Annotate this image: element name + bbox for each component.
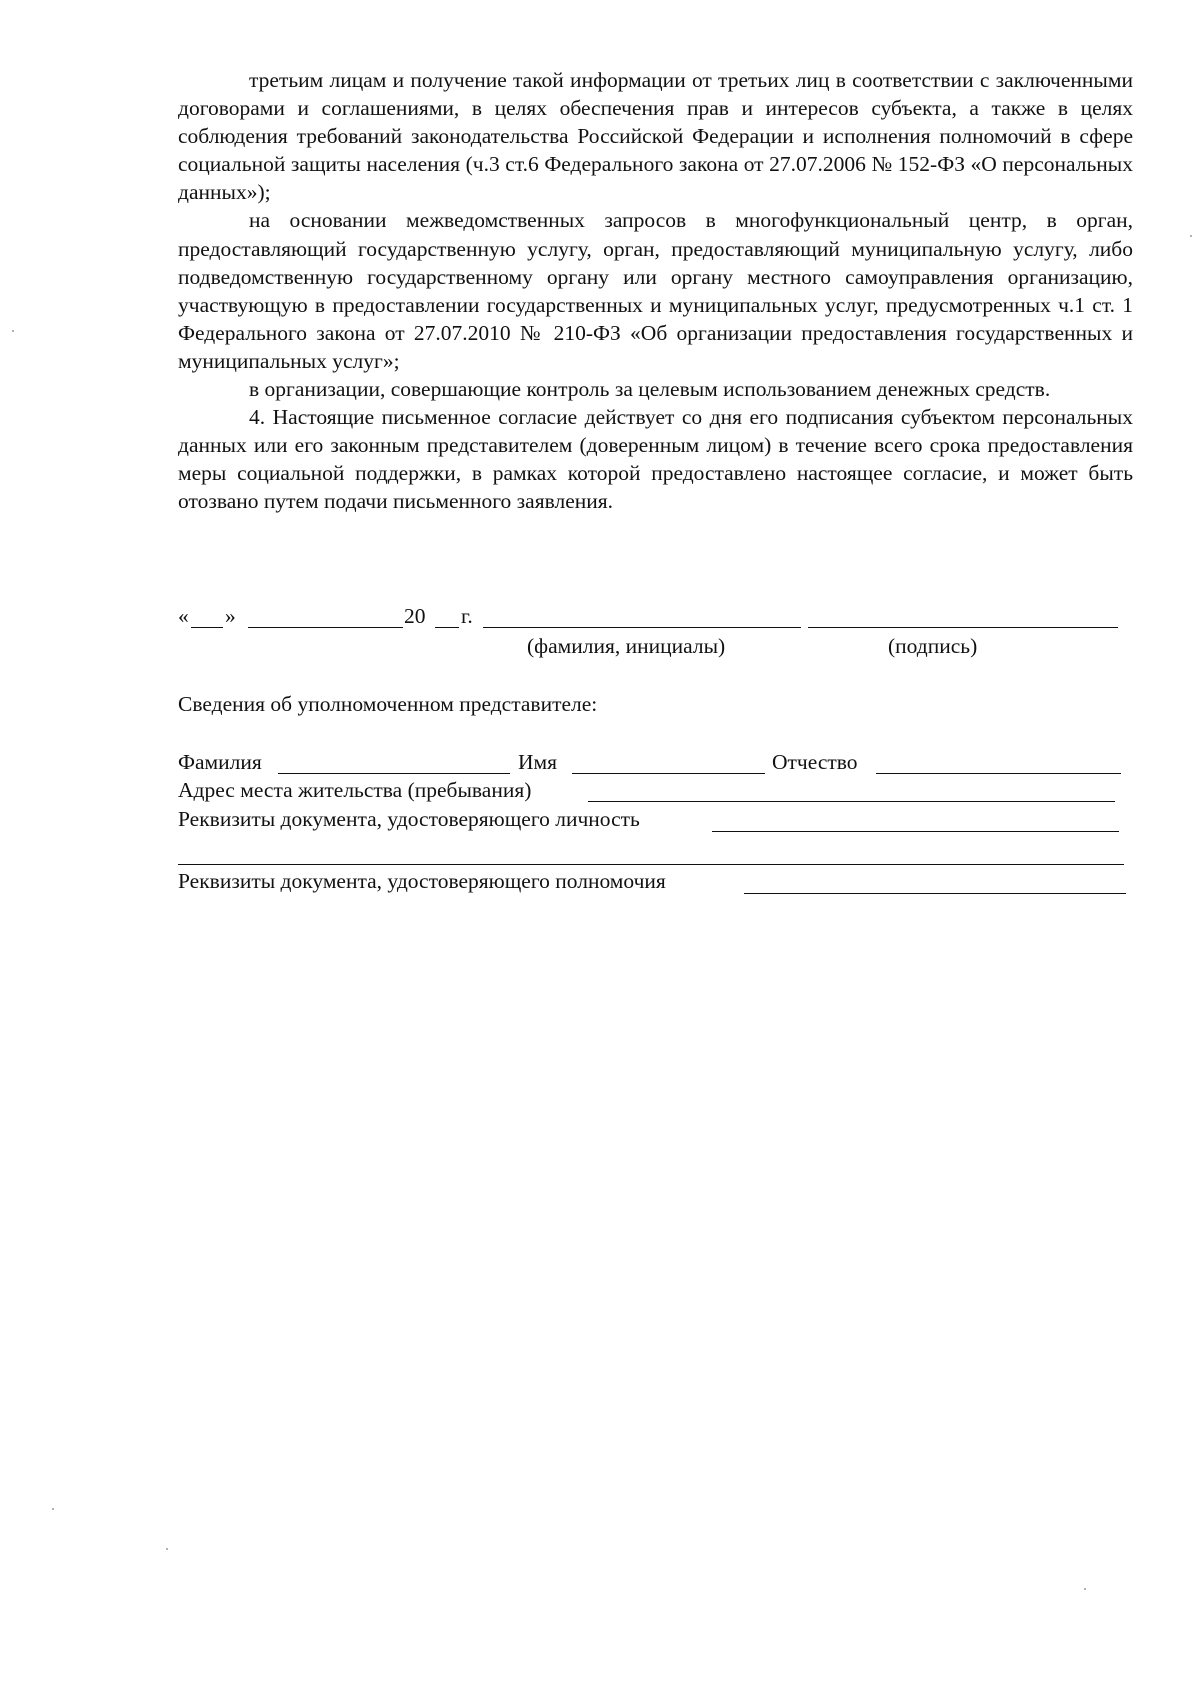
scan-speck [1190,235,1192,237]
date-quote-close: » [225,604,236,628]
authority-document-field[interactable] [744,893,1126,894]
date-year-prefix: 20 [404,604,426,628]
id-document-field-continued[interactable] [178,864,1124,865]
date-year-field[interactable] [435,627,459,628]
patronymic-label: Отчество [772,750,858,774]
surname-field[interactable] [278,773,510,774]
representative-heading: Сведения об уполномоченном представителе: [178,692,598,716]
signature-field[interactable] [808,627,1118,628]
paragraph-control-organizations: в организации, совершающие контроль за целевым использованием денежных средств. [249,377,1051,402]
consent-body-text [178,66,1133,516]
date-month-field[interactable] [248,627,403,628]
patronymic-field[interactable] [876,773,1121,774]
name-label: Имя [518,750,558,774]
address-field[interactable] [588,801,1115,802]
paragraph-consent-validity: 4. Настоящие письменное согласие действует со дня его подписания субъектом персональных данных или его законным представителем (доверенным лицом) в течение всего срока предоставления меры социальной поддержки, в рамках которой предоставлено настоящее согласие, и может быть отозвано путем подачи письменного заявления. [178,405,1133,514]
name-field[interactable] [572,773,765,774]
scan-speck [166,1548,168,1550]
name-initials-caption: (фамилия, инициалы) [527,634,726,658]
paragraph-interagency-requests: на основании межведомственных запросов в многофункциональный центр, в орган, предоставляющий государственную услугу, орган, предоставляющий муниципальную услугу, либо подведомственную государственному органу или органу местного самоуправления организацию, участвующую в предоставлении государственных и муниципальных услуг, предусмотренных ч.1 ст. 1 Федерального закона от 27.07.2010 № 210-ФЗ «Об организации предоставления государственных и муниципальных услуг»; [178,208,1133,373]
scan-speck [1084,1588,1086,1590]
scan-speck [52,1508,54,1510]
id-document-field[interactable] [712,831,1119,832]
id-document-label: Реквизиты документа, удостоверяющего личность [178,807,640,831]
date-day-field[interactable] [191,627,223,628]
signature-caption: (подпись) [888,634,978,658]
paragraph-third-parties: третьим лицам и получение такой информации от третьих лиц в соответствии с заключенными договорами и соглашениями, в целях обеспечения прав и интересов субъекта, а также в целях соблюдения требований законодательства Российской Федерации и исполнения полномочий в сфере социальной защиты населения (ч.3 ст.6 Федерального закона от 27.07.2006 № 152-ФЗ «О персональных данных»); [178,68,1133,205]
date-quote-open: « [178,604,189,628]
scan-speck [12,330,14,332]
date-year-suffix: г. [461,604,473,628]
address-label: Адрес места жительства (пребывания) [178,778,532,802]
surname-label: Фамилия [178,750,262,774]
name-initials-field[interactable] [483,627,801,628]
authority-document-label: Реквизиты документа, удостоверяющего полномочия [178,869,666,893]
